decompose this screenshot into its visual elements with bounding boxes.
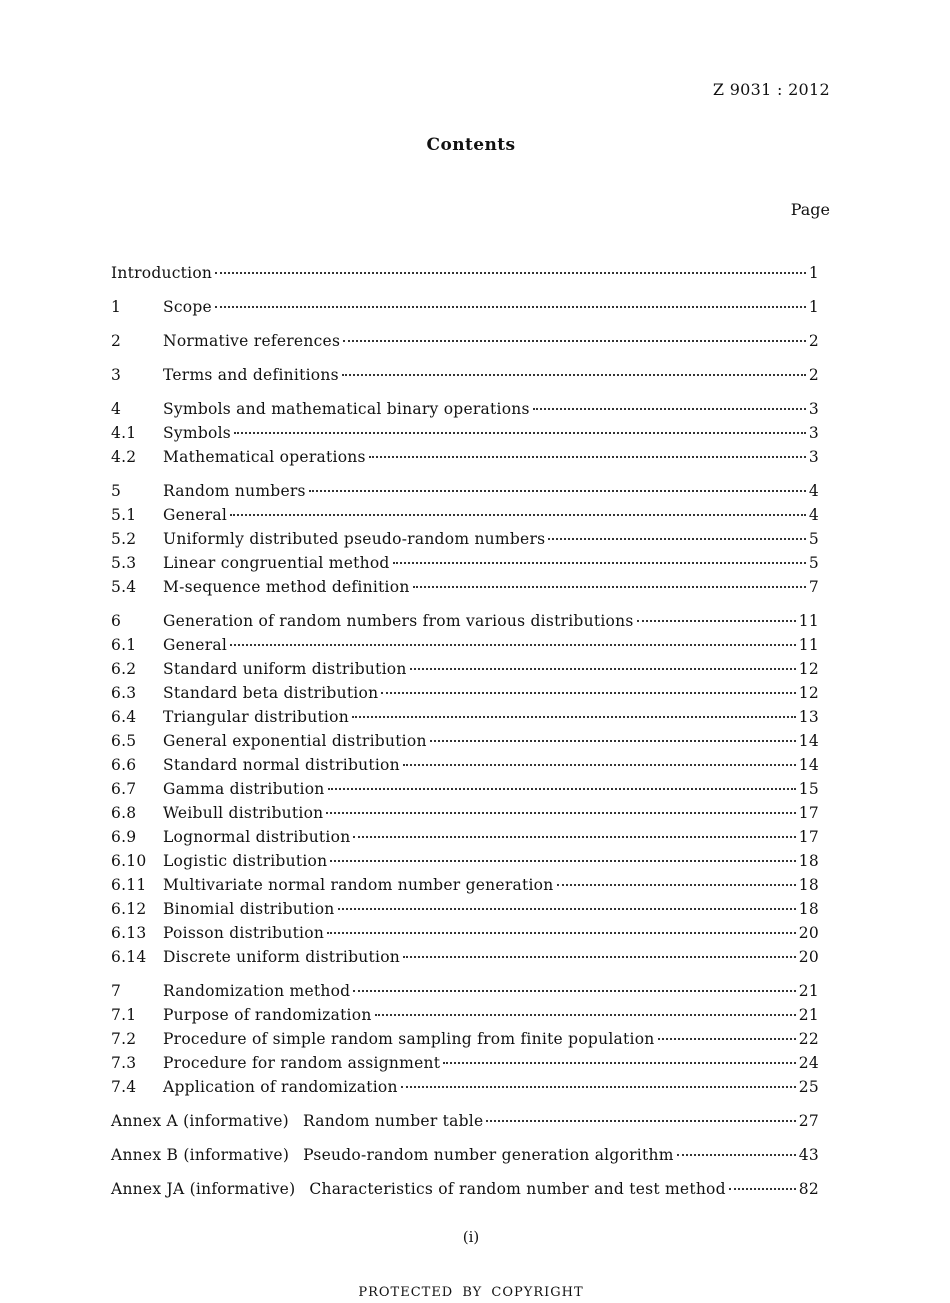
toc-entry-number: 6.8 [111,804,137,822]
toc-leader-dots [328,788,796,790]
toc-entry-title: Uniformly distributed pseudo-random numbers [163,530,546,548]
toc-entry-number: 5 [111,482,122,500]
toc-annex-page: 43 [798,1146,819,1164]
toc-annex-label: Annex B (informative) [111,1146,290,1164]
toc-leader-dots [403,956,796,958]
toc-leader-dots [410,668,796,670]
toc-leader-dots [343,340,806,342]
toc-entry-number: 6.6 [111,756,137,774]
toc-entry-title: Triangular distribution [163,708,349,726]
toc-entry-title: Generation of random numbers from various distributions [163,612,634,630]
toc-annex-label: Annex JA (informative) [111,1180,296,1198]
toc-leader-dots [375,1014,796,1016]
copyright-notice: PROTECTED BY COPYRIGHT [358,1285,584,1300]
toc-leader-dots [393,562,806,564]
toc-entry[interactable] [111,1027,819,1051]
toc-entry-title: Symbols [163,424,231,442]
toc-annex-entry[interactable] [111,1109,819,1133]
toc-entry-page: 20 [798,948,819,966]
toc-entry-page: 14 [798,756,819,774]
toc-entry-number: 6.9 [111,828,137,846]
toc-entry-title: Weibull distribution [163,804,324,822]
toc-entry-number: 6.7 [111,780,137,798]
toc-entry-number: 7 [111,982,122,1000]
toc-entry-title: Discrete uniform distribution [163,948,401,966]
toc-entry-number: 1 [111,298,122,316]
page-column-label: Page [790,200,830,219]
toc-entry-page: 7 [808,578,819,596]
toc-entry-number: 4.1 [111,424,137,442]
toc-leader-dots [352,716,796,718]
toc-entry-page: 18 [798,900,819,918]
toc-entry[interactable] [111,329,819,353]
toc-entry-page: 18 [798,852,819,870]
toc-entry-title: Poisson distribution [163,924,325,942]
toc-entry[interactable] [111,503,819,527]
toc-leader-dots [658,1038,796,1040]
toc-entry-title: Symbols and mathematical binary operations [163,400,530,418]
toc-entry[interactable] [111,609,819,633]
toc-entry-title: Mathematical operations [163,448,366,466]
toc-entry[interactable] [111,397,819,421]
toc-entry-number: 6.4 [111,708,137,726]
toc-annex-entry[interactable] [111,1143,819,1167]
toc-entry[interactable] [111,633,819,657]
toc-entry[interactable] [111,979,819,1003]
toc-leader-dots [309,490,806,492]
toc-leader-dots [230,514,806,516]
toc-entry-page: 20 [798,924,819,942]
toc-entry-page: 24 [798,1054,819,1072]
toc-entry-number: 5.2 [111,530,137,548]
toc-entry-number: 6.11 [111,876,147,894]
toc-entry-number: 6.1 [111,636,137,654]
toc-entry-title: Procedure of simple random sampling from finite population [163,1030,655,1048]
toc-entry[interactable] [111,705,819,729]
toc-entry-number: 6.14 [111,948,147,966]
toc-leader-dots [413,586,806,588]
toc-entry-page: 3 [808,424,819,442]
toc-entry[interactable] [111,551,819,575]
toc-entry[interactable] [111,921,819,945]
toc-leader-dots [533,408,806,410]
toc-entry-title: Introduction [111,264,213,282]
toc-annex-page: 27 [798,1112,819,1130]
toc-entry-page: 3 [808,400,819,418]
toc-entry[interactable] [111,363,819,387]
toc-entry-title: Standard normal distribution [163,756,400,774]
toc-leader-dots [230,644,796,646]
toc-entry-page: 15 [798,780,819,798]
toc-entry-page: 5 [808,530,819,548]
toc-entry[interactable] [111,777,819,801]
standard-id: Z 9031 : 2012 [712,80,830,99]
toc-entry-page: 12 [798,660,819,678]
toc-entry-number: 3 [111,366,122,384]
toc-entry-title: Procedure for random assignment [163,1054,441,1072]
toc-entry-page: 11 [798,612,819,630]
toc-entry-title: Normative references [163,332,341,350]
toc-entry-number: 6.12 [111,900,147,918]
toc-entry-page: 18 [798,876,819,894]
toc-entry[interactable] [111,1051,819,1075]
toc-entry[interactable] [111,897,819,921]
toc-entry-number: 7.3 [111,1054,137,1072]
toc-entry-title: Application of randomization [163,1078,398,1096]
toc-entry-title: Scope [163,298,212,316]
toc-leader-dots [330,860,795,862]
toc-entry-number: 6.5 [111,732,137,750]
toc-entry-page: 17 [798,828,819,846]
toc-leader-dots [327,932,796,934]
toc-entry-page: 17 [798,804,819,822]
toc-entry[interactable] [111,825,819,849]
toc-entry-title: Gamma distribution [163,780,325,798]
toc-entry-number: 6.3 [111,684,137,702]
toc-leader-dots [353,990,795,992]
toc-entry[interactable] [111,527,819,551]
toc-entry-number: 6.10 [111,852,147,870]
toc-annex-title: Characteristics of random number and test method [309,1180,726,1198]
toc-entry-page: 14 [798,732,819,750]
toc-entry-number: 4.2 [111,448,137,466]
toc-entry[interactable] [111,261,819,285]
toc-entry-number: 5.4 [111,578,137,596]
toc-entry[interactable] [111,681,819,705]
toc-entry[interactable] [111,445,819,469]
toc-entry-number: 6 [111,612,122,630]
toc-entry[interactable] [111,753,819,777]
toc-entry[interactable] [111,575,819,599]
table-of-contents [111,261,819,1201]
toc-entry-page: 4 [808,482,819,500]
toc-leader-dots [637,620,796,622]
toc-entry-title: Random numbers [163,482,306,500]
toc-leader-dots [215,272,806,274]
toc-entry[interactable] [111,729,819,753]
toc-entry-number: 4 [111,400,122,418]
toc-entry-title: Binomial distribution [163,900,335,918]
toc-entry[interactable] [111,421,819,445]
toc-entry[interactable] [111,849,819,873]
toc-leader-dots [403,764,796,766]
page-title: Contents [426,135,516,155]
toc-entry-title: M-sequence method definition [163,578,410,596]
toc-entry-page: 25 [798,1078,819,1096]
toc-entry-number: 7.2 [111,1030,137,1048]
toc-entry-page: 3 [808,448,819,466]
toc-entry[interactable] [111,801,819,825]
toc-entry[interactable] [111,873,819,897]
toc-leader-dots [548,538,806,540]
toc-entry-page: 21 [798,1006,819,1024]
toc-leader-dots [369,456,806,458]
toc-annex-title: Pseudo-random number generation algorithm [303,1146,674,1164]
toc-leader-dots [486,1120,795,1122]
toc-entry-title: General exponential distribution [163,732,427,750]
toc-annex-title: Random number table [302,1112,484,1130]
toc-leader-dots [430,740,796,742]
toc-entry-number: 6.2 [111,660,137,678]
toc-entry-page: 2 [808,332,819,350]
toc-entry-page: 12 [798,684,819,702]
toc-entry-title: Multivariate normal random number generation [163,876,554,894]
toc-leader-dots [443,1062,796,1064]
toc-leader-dots [401,1086,796,1088]
toc-entry-number: 6.13 [111,924,147,942]
toc-annex-entry[interactable] [111,1177,819,1201]
toc-leader-dots [326,812,795,814]
toc-entry[interactable] [111,657,819,681]
toc-entry-title: Logistic distribution [163,852,328,870]
toc-entry[interactable] [111,945,819,969]
toc-annex-page: 82 [798,1180,819,1198]
toc-entry-page: 5 [808,554,819,572]
toc-entry-page: 2 [808,366,819,384]
toc-entry[interactable] [111,1003,819,1027]
toc-entry-page: 1 [808,264,819,282]
toc-annex-label: Annex A (informative) [111,1112,289,1130]
toc-entry-title: Purpose of randomization [163,1006,372,1024]
toc-entry-title: General [163,506,228,524]
page-folio: (i) [462,1228,480,1246]
toc-entry-number: 5.3 [111,554,137,572]
toc-entry[interactable] [111,295,819,319]
toc-entry-title: Terms and definitions [163,366,339,384]
toc-entry-number: 7.1 [111,1006,137,1024]
toc-entry-title: Standard uniform distribution [163,660,407,678]
toc-entry-number: 2 [111,332,122,350]
toc-entry-title: Lognormal distribution [163,828,351,846]
toc-entry-page: 4 [808,506,819,524]
toc-leader-dots [338,908,796,910]
toc-entry-number: 7.4 [111,1078,137,1096]
toc-leader-dots [381,692,795,694]
toc-leader-dots [234,432,806,434]
toc-entry-page: 22 [798,1030,819,1048]
toc-entry-title: Linear congruential method [163,554,390,572]
toc-entry-number: 5.1 [111,506,137,524]
toc-entry-page: 11 [798,636,819,654]
toc-entry-title: Standard beta distribution [163,684,379,702]
toc-leader-dots [557,884,796,886]
toc-entry[interactable] [111,479,819,503]
toc-entry-page: 13 [798,708,819,726]
toc-entry[interactable] [111,1075,819,1099]
toc-entry-page: 1 [808,298,819,316]
toc-leader-dots [677,1154,796,1156]
toc-entry-page: 21 [798,982,819,1000]
toc-leader-dots [342,374,806,376]
toc-entry-title: Randomization method [163,982,351,1000]
toc-entry-title: General [163,636,228,654]
toc-leader-dots [729,1188,796,1190]
toc-leader-dots [353,836,795,838]
toc-leader-dots [215,306,806,308]
